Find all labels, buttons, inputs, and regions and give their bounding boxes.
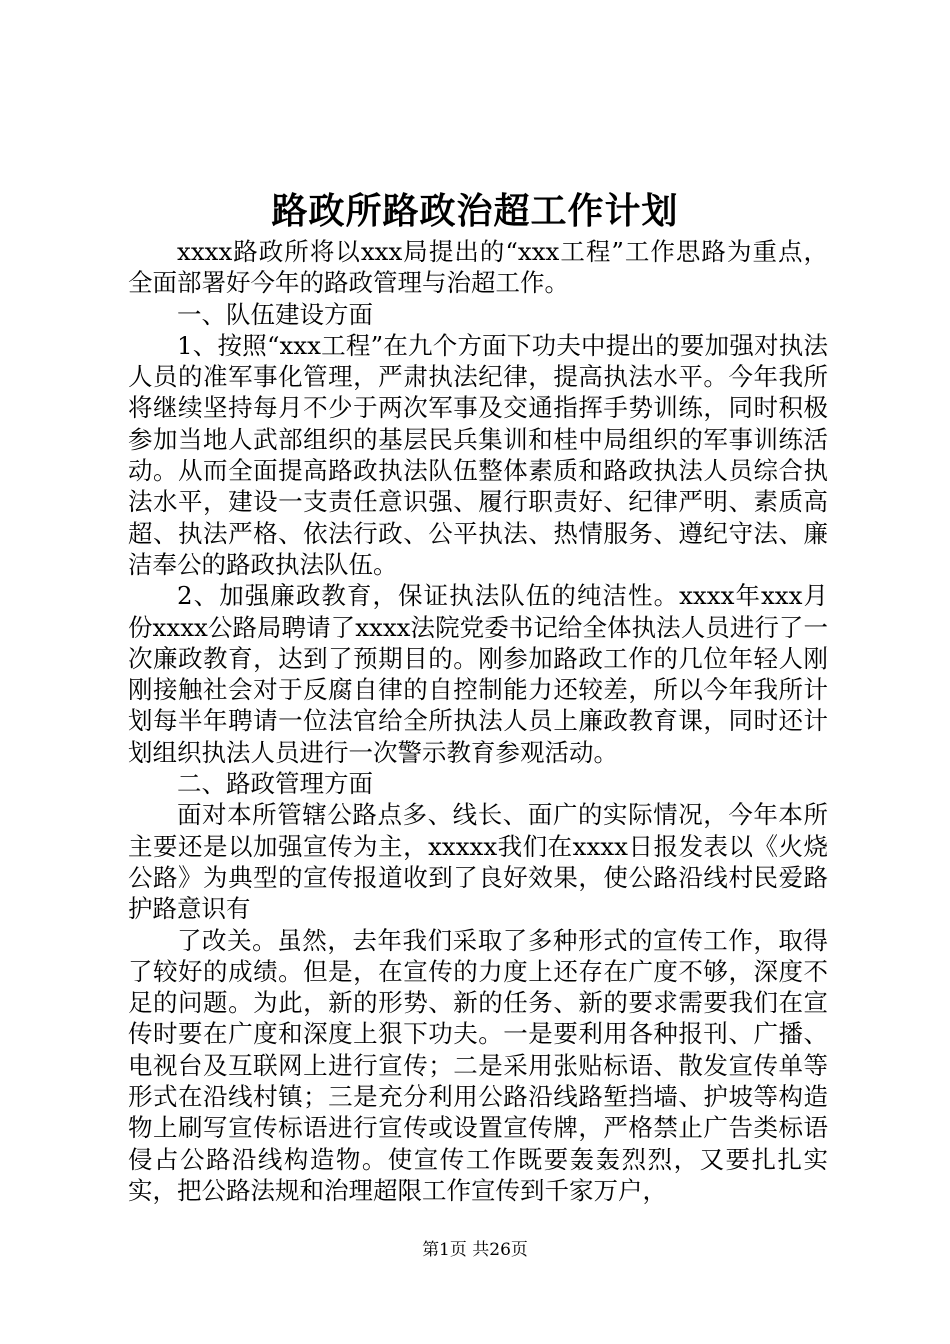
- page-number-footer: 第1页 共26页: [422, 1240, 528, 1260]
- paragraph-intro: xxxx路政所将以xxx局提出的“xxx工程”工作思路为重点，全面部署好今年的路政管理与治超工作。: [128, 237, 828, 298]
- document-body: [128, 236, 828, 1206]
- paragraph-team-item-2: 2、加强廉政教育，保证执法队伍的纯洁性。xxxx年xxx月份xxxx公路局聘请了xxxx法院党委书记给全体执法人员进行了一次廉政教育，达到了预期目的。刚参加路政工作的几位年轻人刚刚接触社会对于反腐自律的自控制能力还较差，所以今年我所计划每半年聘请一位法官给全所执法人员上廉政教育课，同时还计划组织执法人员进行一次警示教育参观活动。: [128, 581, 828, 767]
- section-heading-management: 二、路政管理方面: [177, 769, 373, 799]
- document-title: 路政所路政治超工作计划: [271, 190, 679, 232]
- paragraph-team-item-1: 1、按照“xxx工程”在九个方面下功夫中提出的要加强对执法人员的准军事化管理，严肃执法纪律，提高执法水平。今年我所将继续坚持每月不少于两次军事及交通指挥手势训练，同时积极参加当地人武部组织的基层民兵集训和桂中局组织的军事训练活动。从而全面提高路政执法队伍整体素质和路政执法人员综合执法水平，建设一支责任意识强、履行职责好、纪律严明、素质高超、执法严格、依法行政、公平执法、热情服务、遵纪守法、廉洁奉公的路政执法队伍。: [128, 330, 828, 579]
- paragraph-management-1: 面对本所管辖公路点多、线长、面广的实际情况，今年本所主要还是以加强宣传为主，xxxxx我们在xxxx日报发表以《火烧公路》为典型的宣传报道收到了良好效果，使公路沿线村民爱路护路意识有: [128, 800, 828, 924]
- section-heading-team: 一、队伍建设方面: [177, 299, 373, 329]
- paragraph-management-2: 了改关。虽然，去年我们采取了多种形式的宣传工作，取得了较好的成绩。但是，在宣传的力度上还存在广度不够，深度不足的问题。为此，新的形势、新的任务、新的要求需要我们在宣传时要在广度和深度上狠下功夫。一是要利用各种报刊、广播、电视台及互联网上进行宣传；二是采用张贴标语、散发宣传单等形式在沿线村镇；三是充分利用公路沿线路堑挡墙、护坡等构造物上刷写宣传标语进行宣传或设置宣传牌，严格禁止广告类标语侵占公路沿线构造物。使宣传工作既要轰轰烈烈，又要扎扎实实，把公路法规和治理超限工作宣传到千家万户，: [128, 925, 828, 1205]
